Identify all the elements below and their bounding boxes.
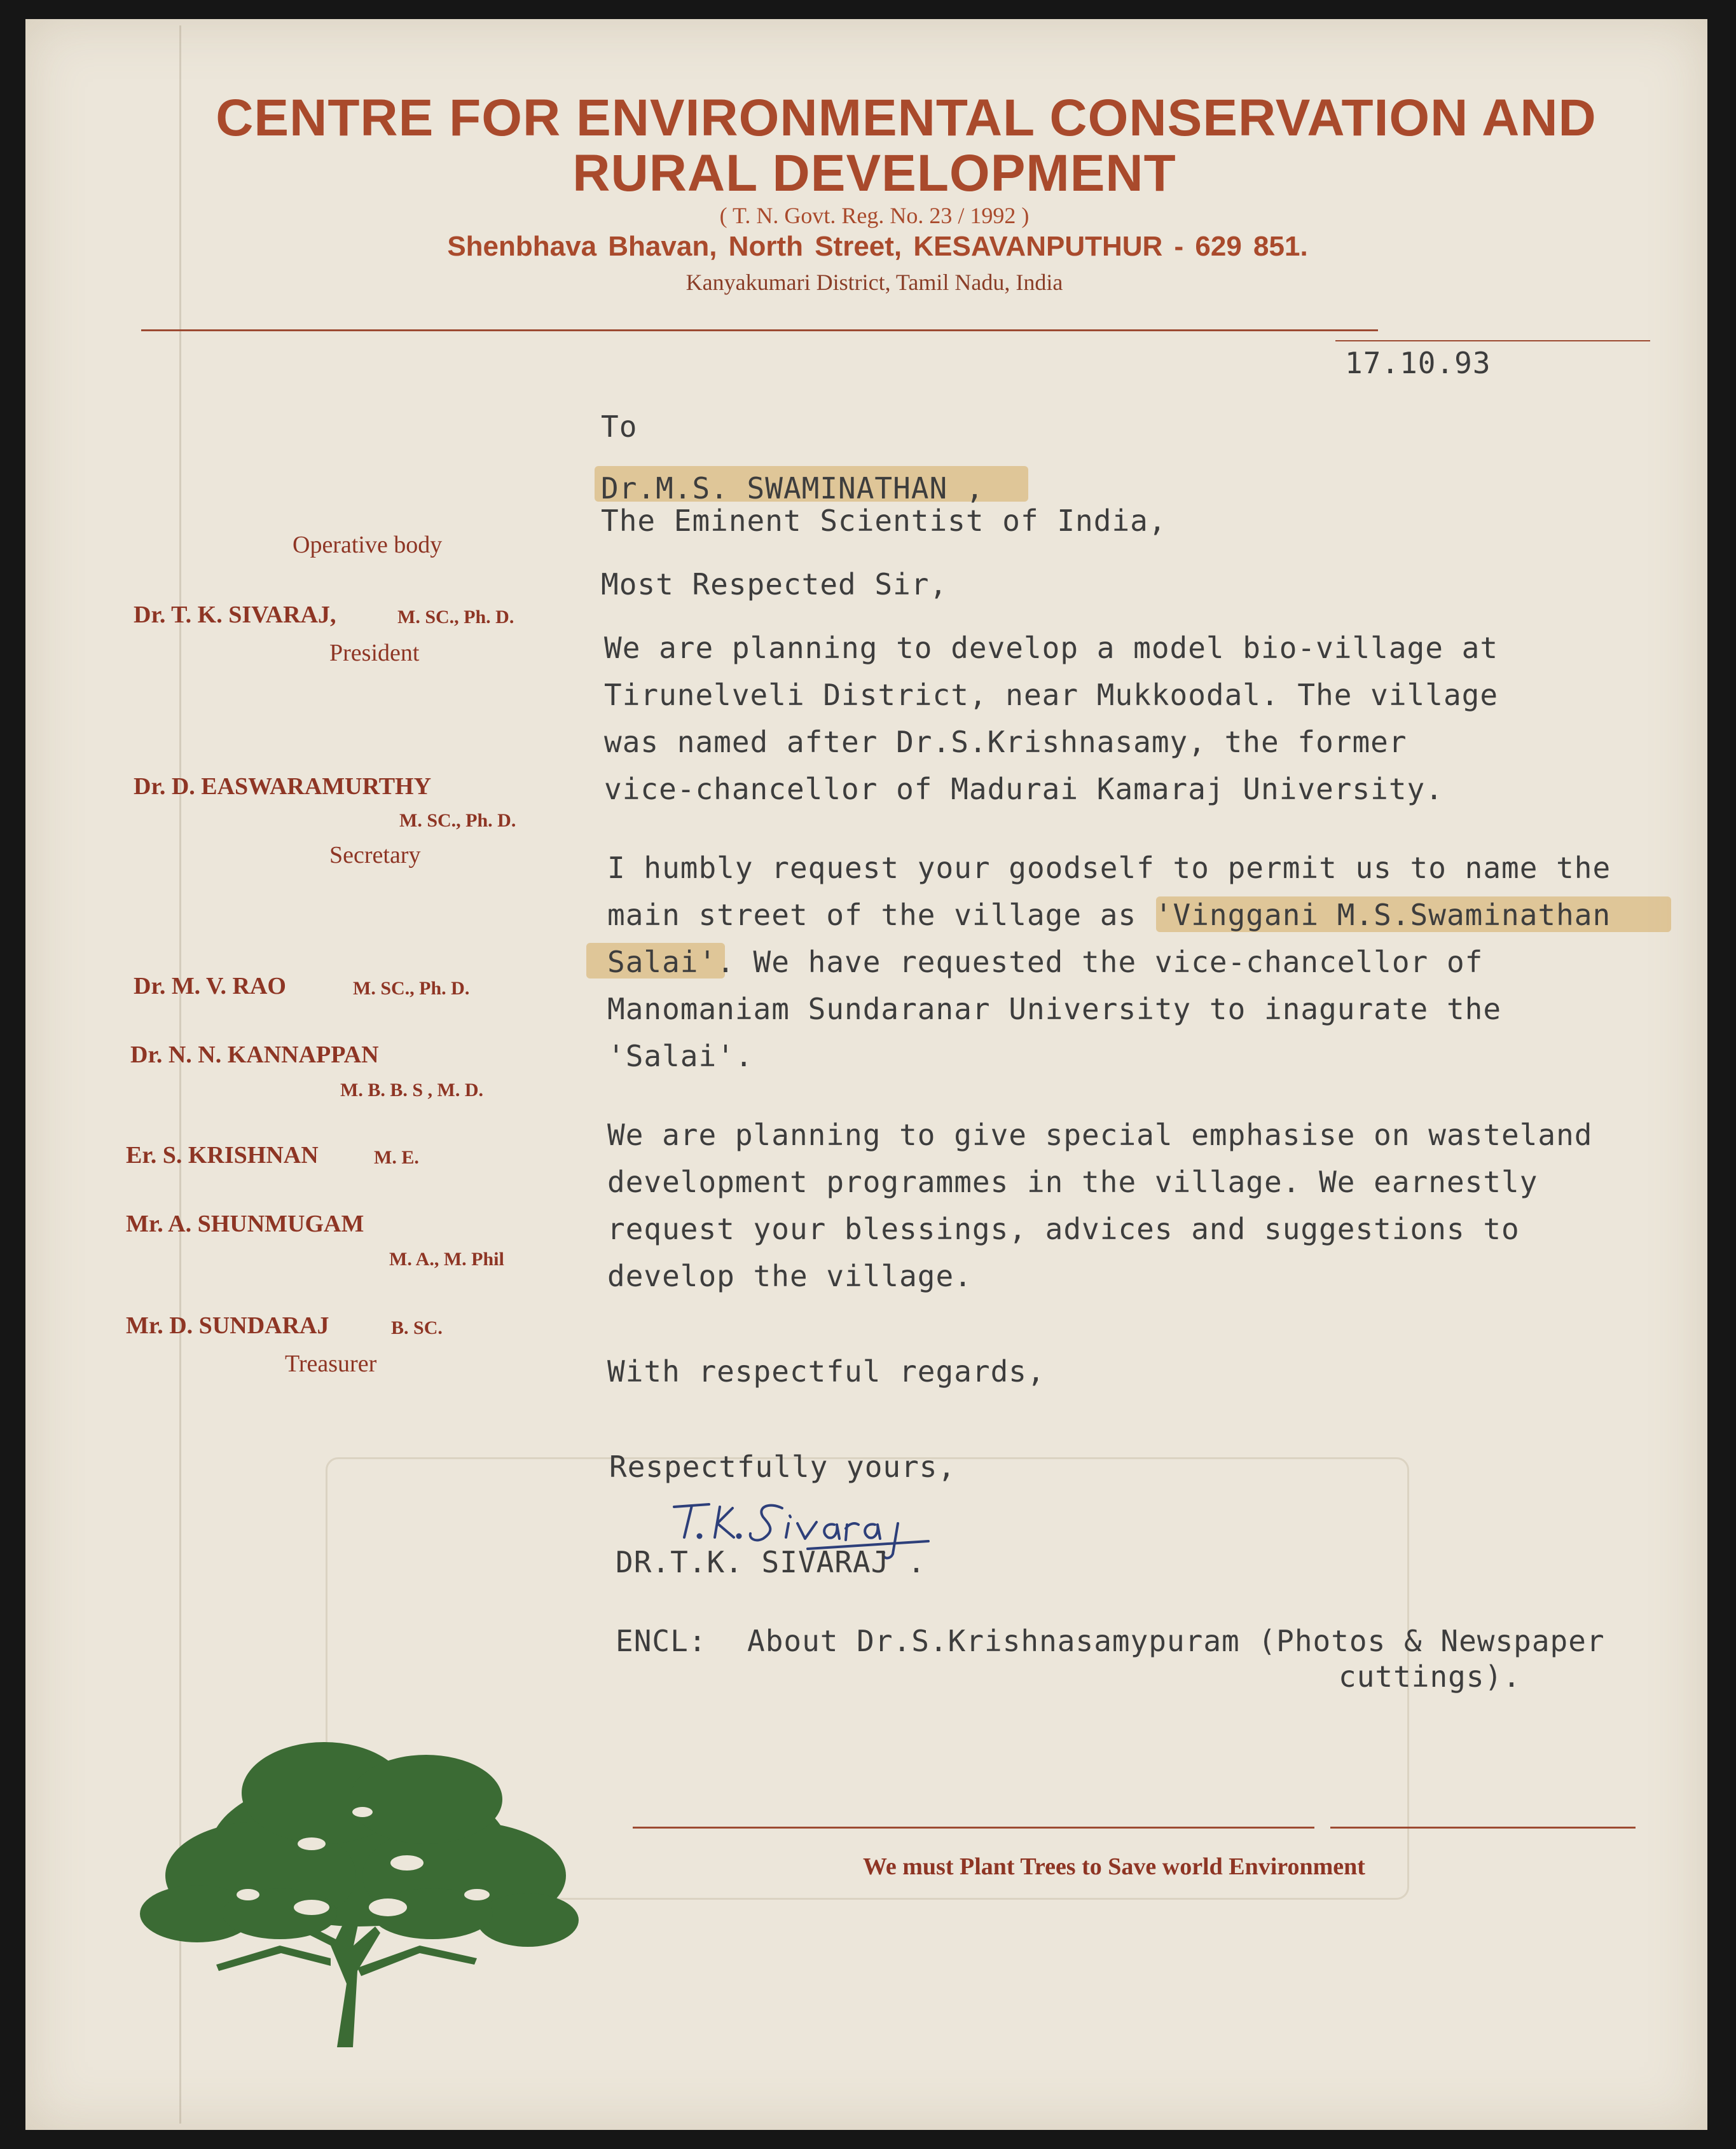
enclosure-line2: cuttings). xyxy=(1339,1659,1521,1694)
paragraph-line: Manomaniam Sundaranar University to inagurate the xyxy=(607,992,1502,1026)
member-name: Dr. N. N. KANNAPPAN xyxy=(130,1041,379,1068)
member-qualification: M. B. B. S , M. D. xyxy=(340,1080,483,1101)
letterhead-divider xyxy=(141,329,1378,331)
footer-slogan: We must Plant Trees to Save world Environment xyxy=(863,1853,1365,1880)
operative-body-heading: Operative body xyxy=(293,532,443,558)
paragraph-line: We are planning to develop a model bio-village at xyxy=(604,631,1499,665)
enclosure-line1: About Dr.S.Krishnasamypuram (Photos & Newspaper xyxy=(747,1624,1605,1658)
paragraph-line: I humbly request your goodself to permit us to name the xyxy=(607,851,1611,885)
member-qualification: M. SC., Ph. D. xyxy=(399,810,516,831)
signatory-name: DR.T.K. SIVARAJ . xyxy=(616,1545,926,1579)
closing-regards: With respectful regards, xyxy=(607,1354,1045,1389)
salutation: Most Respected Sir, xyxy=(601,567,948,601)
letter-date: 17.10.93 xyxy=(1345,346,1491,380)
registration-number: ( T. N. Govt. Reg. No. 23 / 1992 ) xyxy=(719,203,1030,228)
member-name: Dr. M. V. RAO xyxy=(134,973,286,999)
closing-yours: Respectfully yours, xyxy=(609,1450,956,1484)
paragraph-line: request your blessings, advices and suggestions to xyxy=(607,1212,1520,1246)
paragraph-line: develop the village. xyxy=(607,1259,972,1293)
letterhead-divider-right xyxy=(1335,340,1650,341)
org-address: Shenbhava Bhavan, North Street, KESAVANPUTHUR - 629 851. xyxy=(447,231,1308,262)
org-name-line1: CENTRE FOR ENVIRONMENTAL CONSERVATION AND xyxy=(216,89,1597,147)
member-role: President xyxy=(329,640,420,666)
member-qualification: M. E. xyxy=(374,1147,419,1168)
member-name: Dr. D. EASWARAMURTHY xyxy=(134,773,432,800)
member-name: Mr. D. SUNDARAJ xyxy=(126,1312,329,1339)
paragraph-line: We are planning to give special emphasise on wasteland xyxy=(607,1118,1593,1152)
footer-divider xyxy=(633,1827,1314,1829)
member-name: Mr. A. SHUNMUGAM xyxy=(126,1211,364,1237)
member-qualification: M. A., M. Phil xyxy=(389,1249,504,1270)
member-role: Secretary xyxy=(329,842,421,869)
member-qualification: B. SC. xyxy=(391,1317,443,1338)
member-name: Dr. T. K. SIVARAJ, xyxy=(134,601,336,628)
member-name: Er. S. KRISHNAN xyxy=(126,1142,319,1169)
paragraph-line: was named after Dr.S.Krishnasamy, the former xyxy=(604,725,1407,759)
to-label: To xyxy=(601,409,638,444)
org-name-line2: RURAL DEVELOPMENT xyxy=(572,144,1176,202)
paragraph-line: development programmes in the village. We earnestly xyxy=(607,1165,1538,1199)
enclosure-label: ENCL: xyxy=(616,1624,707,1658)
member-qualification: M. SC., Ph. D. xyxy=(353,978,470,999)
paragraph-line: Tirunelveli District, near Mukkoodal. The village xyxy=(604,678,1499,712)
paragraph-line: main street of the village as 'Vinggani M.S.Swaminathan xyxy=(607,898,1611,932)
paragraph-line: 'Salai'. xyxy=(607,1039,754,1073)
recipient-title: The Eminent Scientist of India, xyxy=(601,504,1167,538)
paragraph-line: vice-chancellor of Madurai Kamaraj University. xyxy=(604,772,1443,806)
recipient-name: Dr.M.S. SWAMINATHAN , xyxy=(601,471,984,505)
member-role: Treasurer xyxy=(285,1350,377,1377)
tree-icon xyxy=(121,1717,598,2047)
footer-divider-right xyxy=(1330,1827,1636,1829)
paragraph-line: Salai'. We have requested the vice-chancellor of xyxy=(607,945,1484,979)
member-qualification: M. SC., Ph. D. xyxy=(397,607,514,628)
org-location: Kanyakumari District, Tamil Nadu, India xyxy=(685,270,1063,295)
